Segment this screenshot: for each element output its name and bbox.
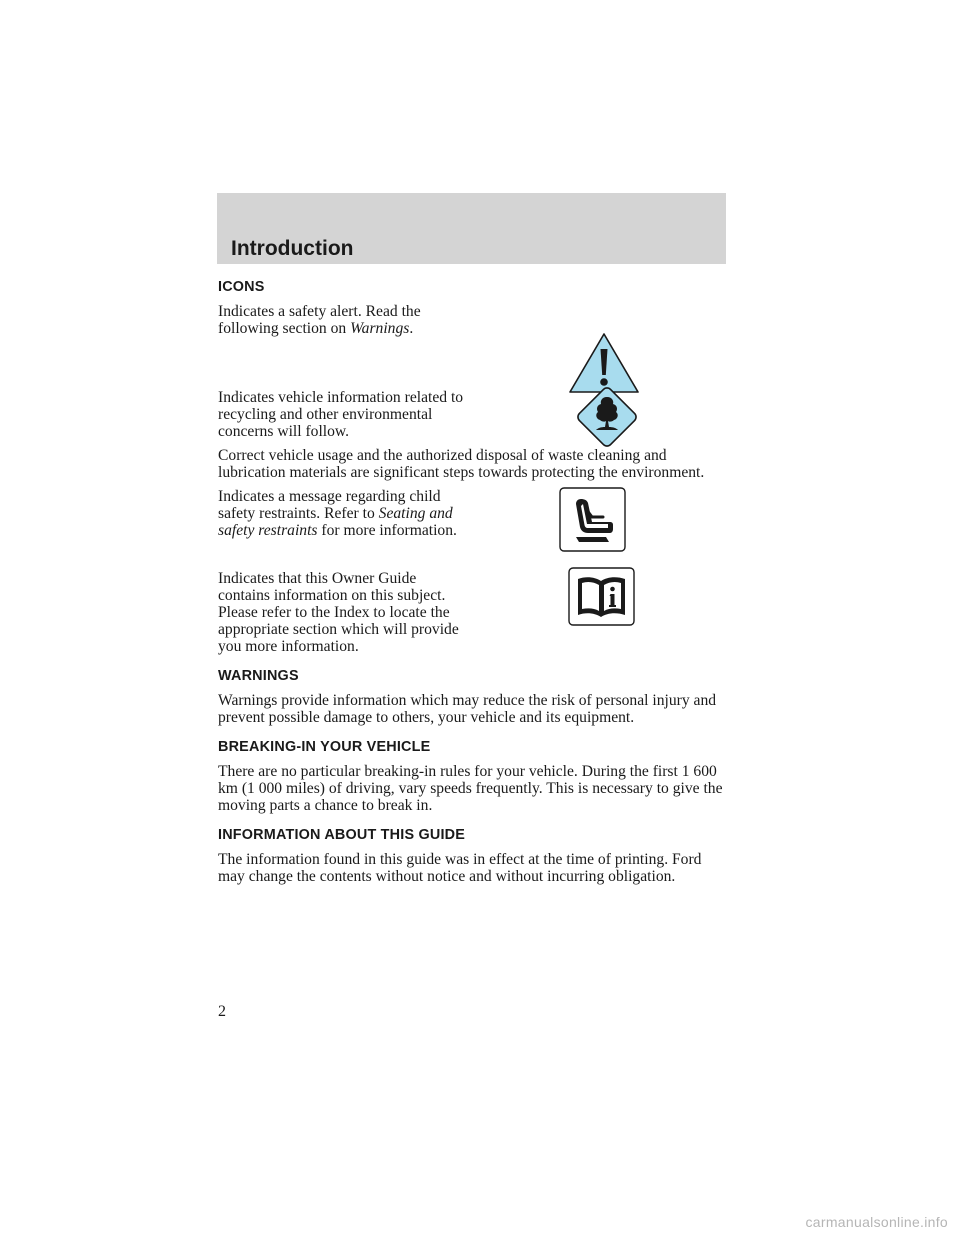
page-number: 2	[218, 1003, 226, 1020]
warnings-reference: Warnings	[350, 320, 410, 337]
chapter-header	[217, 193, 726, 264]
guide-info-heading: INFORMATION ABOUT THIS GUIDE	[218, 827, 466, 843]
child-safety-row	[218, 488, 728, 570]
icons-heading: ICONS	[218, 279, 265, 295]
seating-reference: Seating and safety restraints	[218, 505, 453, 539]
environment-text: Indicates vehicle information related to recycling and other environmental concerns will follow.	[218, 389, 464, 440]
owner-guide-row	[218, 570, 728, 655]
safety-alert-row	[218, 303, 728, 389]
watermark-link[interactable]: carmanualsonline.info	[805, 1214, 948, 1230]
owner-guide-text: Indicates that this Owner Guide contains information on this subject. Please refer to the Index to locate the appropriate section which will provide you more information.	[218, 570, 459, 655]
guide-info-body: The information found in this guide was in effect at the time of printing. Ford may change the contents without notice and without incurring obligation.	[218, 851, 702, 885]
page-content	[218, 278, 728, 892]
warnings-heading: WARNINGS	[218, 668, 299, 684]
chapter-title: Introduction	[231, 237, 354, 260]
safety-alert-text: Indicates a safety alert. Read the following section on Warnings.	[218, 303, 421, 337]
child-seat-icon	[559, 487, 627, 553]
environment-detail-text: Correct vehicle usage and the authorized disposal of waste cleaning and lubrication materials are significant steps towards protecting the environment.	[218, 447, 705, 481]
child-safety-text: Indicates a message regarding child safety restraints. Refer to Seating and safety restraints for more information.	[218, 488, 457, 539]
breaking-in-body: There are no particular breaking-in rules for your vehicle. During the first 1 600 km (1 000 miles) of driving, vary speeds frequently. This is necessary to give the moving parts a chance to break in.	[218, 763, 723, 814]
breaking-in-heading: BREAKING-IN YOUR VEHICLE	[218, 739, 431, 755]
warnings-body: Warnings provide information which may reduce the risk of personal injury and prevent possible damage to others, your vehicle and its equipment.	[218, 692, 717, 726]
tree-diamond-icon	[573, 383, 641, 451]
book-info-icon	[568, 567, 636, 627]
environment-row	[218, 389, 728, 440]
